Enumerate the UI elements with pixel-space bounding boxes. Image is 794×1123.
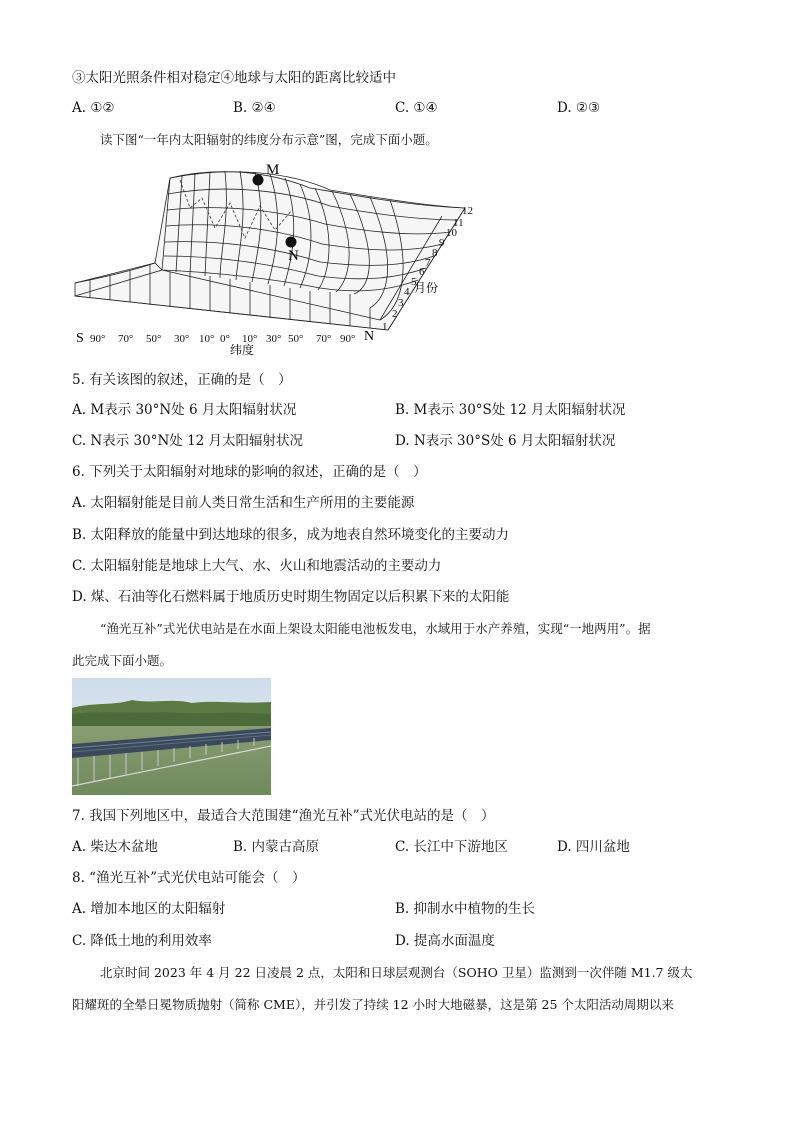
month-tick-label: 12 xyxy=(462,205,473,217)
intro-cme-l2: 阳耀斑的全晕日冕物质抛射（简称 CME），并引发了持续 12 小时大地磁暴，这是第 25 个太阳活动周期以来 xyxy=(72,997,674,1012)
q6-option-c: C. 太阳辐射能是地球上大气、水、火山和地震活动的主要动力 xyxy=(72,558,442,574)
axis-month-label: 月份 xyxy=(414,281,439,295)
month-tick-label: 11 xyxy=(453,217,464,229)
q6-option-b: B. 太阳释放的能量中到达地球的很多，成为地表自然环境变化的主要动力 xyxy=(72,527,510,543)
latitude-tick-label: 10° xyxy=(199,333,215,345)
label-n: N xyxy=(288,248,299,264)
q7-option-d: D. 四川盆地 xyxy=(557,839,630,855)
label-m: M xyxy=(266,162,280,178)
fishery-solar-photo xyxy=(72,678,271,795)
q8-option-b: B. 抑制水中植物的生长 xyxy=(395,901,536,917)
q8-option-c: C. 降低土地的利用效率 xyxy=(72,933,212,949)
point-n xyxy=(286,237,297,248)
latitude-tick-label: 30° xyxy=(266,333,282,345)
prev-option-c: C. ①④ xyxy=(395,100,438,116)
latitude-tick-label: 50° xyxy=(288,333,304,345)
intro-fishery-l1: “渔光互补”式光伏电站是在水面上架设太阳能电池板发电，水域用于水产养殖，实现“一地两用”。据 xyxy=(100,621,651,636)
latitude-tick-label: 10° xyxy=(242,333,258,345)
latitude-tick-label: 50° xyxy=(146,333,162,345)
month-tick-label: 7 xyxy=(425,257,431,269)
q8-option-d: D. 提高水面温度 xyxy=(395,933,495,949)
intro-fishery-l2: 此完成下面小题。 xyxy=(72,653,173,668)
q7-option-c: C. 长江中下游地区 xyxy=(395,839,508,855)
q5-option-b: B. M表示 30°S处 12 月太阳辐射状况 xyxy=(395,402,626,418)
q5-option-a: A. M表示 30°N处 6 月太阳辐射状况 xyxy=(72,402,297,418)
q8-option-a: A. 增加本地区的太阳辐射 xyxy=(72,901,226,917)
q5-option-c: C. N表示 30°N处 12 月太阳辐射状况 xyxy=(72,433,304,449)
latitude-tick-label: 70° xyxy=(118,333,134,345)
q7-option-b: B. 内蒙古高原 xyxy=(233,839,320,855)
point-m xyxy=(253,175,264,186)
solar-radiation-figure xyxy=(70,158,490,358)
month-tick-label: 1 xyxy=(382,321,388,333)
month-tick-label: 4 xyxy=(404,286,410,298)
prev-option-a: A. ①② xyxy=(72,100,115,116)
prev-question-line: ③太阳光照条件相对稳定④地球与太阳的距离比较适中 xyxy=(72,70,396,86)
intro-figure: 读下图“一年内太阳辐射的纬度分布示意”图，完成下面小题。 xyxy=(100,132,438,147)
q8-stem: 8. “渔光互补”式光伏电站可能会（ ） xyxy=(72,870,306,886)
latitude-tick-label: 90° xyxy=(340,333,356,345)
month-tick-label: 10 xyxy=(446,227,457,239)
intro-cme-l1: 北京时间 2023 年 4 月 22 日凌晨 2 点，太阳和日球层观测台（SOHO 卫星）监测到一次伴随 M1.7 级太 xyxy=(100,965,693,980)
q5-option-d: D. N表示 30°S处 6 月太阳辐射状况 xyxy=(395,433,616,449)
lat-right-end: N xyxy=(364,329,375,344)
month-tick-label: 8 xyxy=(432,247,438,259)
month-tick-label: 5 xyxy=(411,276,417,288)
latitude-tick-label: 30° xyxy=(174,333,190,345)
q6-option-d: D. 煤、石油等化石燃料属于地质历史时期生物固定以后积累下来的太阳能 xyxy=(72,589,510,605)
prev-option-d: D. ②③ xyxy=(557,100,601,116)
mesh-surface xyxy=(75,171,465,330)
q7-stem: 7. 我国下列地区中，最适合大范围建“渔光互补”式光伏电站的是（ ） xyxy=(72,808,495,824)
q6-stem: 6. 下列关于太阳辐射对地球的影响的叙述，正确的是（ ） xyxy=(72,464,427,480)
q7-option-a: A. 柴达木盆地 xyxy=(72,839,158,855)
prev-option-b: B. ②④ xyxy=(233,100,276,116)
month-tick-label: 3 xyxy=(398,297,404,309)
month-tick-label: 6 xyxy=(419,266,425,278)
q5-stem: 5. 有关该图的叙述，正确的是（ ） xyxy=(72,372,292,388)
month-tick-label: 9 xyxy=(439,237,445,249)
latitude-tick-label: 90° xyxy=(90,333,106,345)
q6-option-a: A. 太阳辐射能是目前人类日常生活和生产所用的主要能源 xyxy=(72,495,415,511)
axis-lat-label: 纬度 xyxy=(230,343,255,357)
latitude-tick-label: 0° xyxy=(220,333,230,345)
lat-left-end: S xyxy=(76,331,84,346)
latitude-tick-label: 70° xyxy=(316,333,332,345)
month-tick-label: 2 xyxy=(392,308,398,320)
